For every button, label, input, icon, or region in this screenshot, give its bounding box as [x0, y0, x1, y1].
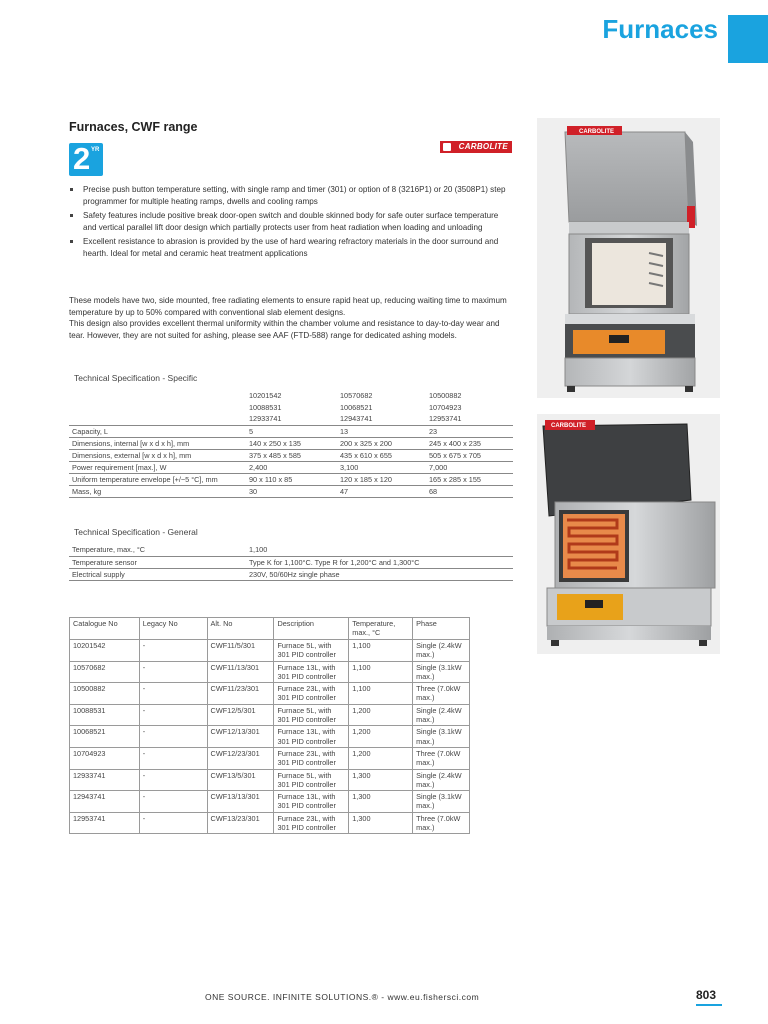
feature-item: Precise push button temperature setting, with single ramp and timer (301) or option of 8 (3216P1) or 20 (3508P1) step programmer for multiple heating ramps, dwells and cooling ramps [69, 184, 509, 207]
furnace-photo-1 [537, 118, 720, 398]
column-header: Alt. No [207, 618, 274, 640]
carbolite-logo [440, 141, 512, 153]
page-title: Furnaces [602, 14, 718, 44]
spec-row: Temperature, max., °C 1,100 [69, 544, 513, 556]
section-title: Furnaces, CWF range [69, 120, 198, 134]
table-row: 12953741 - CWF13/23/301 Furnace 23L, with 301 PID controller 1,300 Three (7.0kW max.) [70, 812, 470, 834]
spec-row: Electrical supply 230V, 50/60Hz single phase [69, 568, 513, 580]
page-number: 803 [696, 988, 717, 1002]
spec-row: Temperature sensor Type K for 1,100°C. Type R for 1,200°C and 1,300°C [69, 556, 513, 568]
bullet-icon [70, 188, 73, 191]
column-header: Temperature, max., °C [349, 618, 413, 640]
furnace-photo-2 [537, 414, 720, 654]
spec-row: Capacity, L 5 13 23 [69, 425, 513, 437]
page-number-underline [696, 1004, 722, 1006]
footer-tagline: ONE SOURCE. INFINITE SOLUTIONS.® - www.eu.fishersci.com [205, 992, 480, 1002]
spec-row: Mass, kg 30 47 68 [69, 485, 513, 497]
logo-mark-icon [443, 143, 451, 151]
feature-list [69, 184, 509, 263]
warranty-unit: YR [91, 147, 100, 153]
column-header: Description [274, 618, 349, 640]
catalogue-table [69, 617, 470, 834]
furnace-2-illustration [537, 414, 720, 654]
description-paragraph: These models have two, side mounted, free radiating elements to ensure rapid heat up, reducing waiting time to maximum temperature by up to 50% compared with conventional slab element designs. [69, 296, 507, 317]
column-header: Catalogue No [70, 618, 140, 640]
table-row: 12933741 - CWF13/5/301 Furnace 5L, with 301 PID controller 1,300 Single (2.4kW max.) [70, 769, 470, 791]
table-row: 10068521 - CWF12/13/301 Furnace 13L, with 301 PID controller 1,200 Single (3.1kW max.) [70, 726, 470, 748]
spec-specific-table [69, 389, 513, 498]
header-accent-block [728, 15, 768, 63]
spec-general-table [69, 544, 513, 581]
feature-item: Excellent resistance to abrasion is provided by the use of hard wearing refractory materials in the door surround and hearth. Ideal for metal and ceramic heat treatment applications [69, 236, 509, 259]
furnace-1-illustration [537, 118, 720, 398]
spec-catalogue-row: 10201542 10570682 10500882 [249, 390, 462, 400]
table-row: 12943741 - CWF13/13/301 Furnace 13L, with 301 PID controller 1,300 Single (3.1kW max.) [70, 791, 470, 813]
spec-catalogue-row: 10088531 10068521 10704923 [249, 402, 462, 412]
bullet-icon [70, 240, 73, 243]
feature-item: Safety features include positive break door-open switch and double skinned body for safe outer surface temperature and vertical parallel lift door design which partially protects user from heat radiation when loading and unloading [69, 210, 509, 233]
spec-row: Dimensions, external [w x d x h], mm 375 x 485 x 585 435 x 610 x 655 505 x 675 x 705 [69, 449, 513, 461]
warranty-badge [69, 143, 103, 176]
spec-row: Uniform temperature envelope [+/−5 °C], mm 90 x 110 x 85 120 x 185 x 120 165 x 285 x 155 [69, 473, 513, 485]
furnace-1-brand: CARBOLITE [579, 129, 614, 135]
spec-row: Dimensions, internal [w x d x h], mm 140 x 250 x 135 200 x 325 x 200 245 x 400 x 235 [69, 437, 513, 449]
table-row: 10088531 - CWF12/5/301 Furnace 5L, with 301 PID controller 1,200 Single (2.4kW max.) [70, 704, 470, 726]
description-paragraph: This design also provides excellent thermal uniformity within the chamber volume and resistance to day-to-day wear and tear. However, they are not suited for ashing, please see AAF (FTD-588) range for dedicated ashing models. [69, 319, 500, 340]
table-row: 10570682 - CWF11/13/301 Furnace 13L, with 301 PID controller 1,100 Single (3.1kW max.) [70, 661, 470, 683]
warranty-number: 2 [73, 141, 91, 176]
bullet-icon [70, 214, 73, 217]
brand-name: CARBOLITE [458, 142, 508, 151]
product-description [69, 295, 514, 341]
table-header-row [70, 618, 470, 640]
table-row: 10500882 - CWF11/23/301 Furnace 23L, with 301 PID controller 1,100 Three (7.0kW max.) [70, 683, 470, 705]
table-row: 10201542 - CWF11/5/301 Furnace 5L, with 301 PID controller 1,100 Single (2.4kW max.) [70, 640, 470, 662]
column-header: Phase [413, 618, 470, 640]
spec-specific-title: Technical Specification - Specific [74, 373, 198, 383]
column-header: Legacy No [139, 618, 207, 640]
spec-general-title: Technical Specification - General [74, 527, 198, 537]
spec-catalogue-row: 12933741 12943741 12953741 [69, 413, 513, 425]
table-row: 10704923 - CWF12/23/301 Furnace 23L, with 301 PID controller 1,200 Three (7.0kW max.) [70, 747, 470, 769]
spec-row: Power requirement [max.], W 2,400 3,100 7,000 [69, 461, 513, 473]
furnace-2-brand: CARBOLITE [551, 423, 586, 429]
